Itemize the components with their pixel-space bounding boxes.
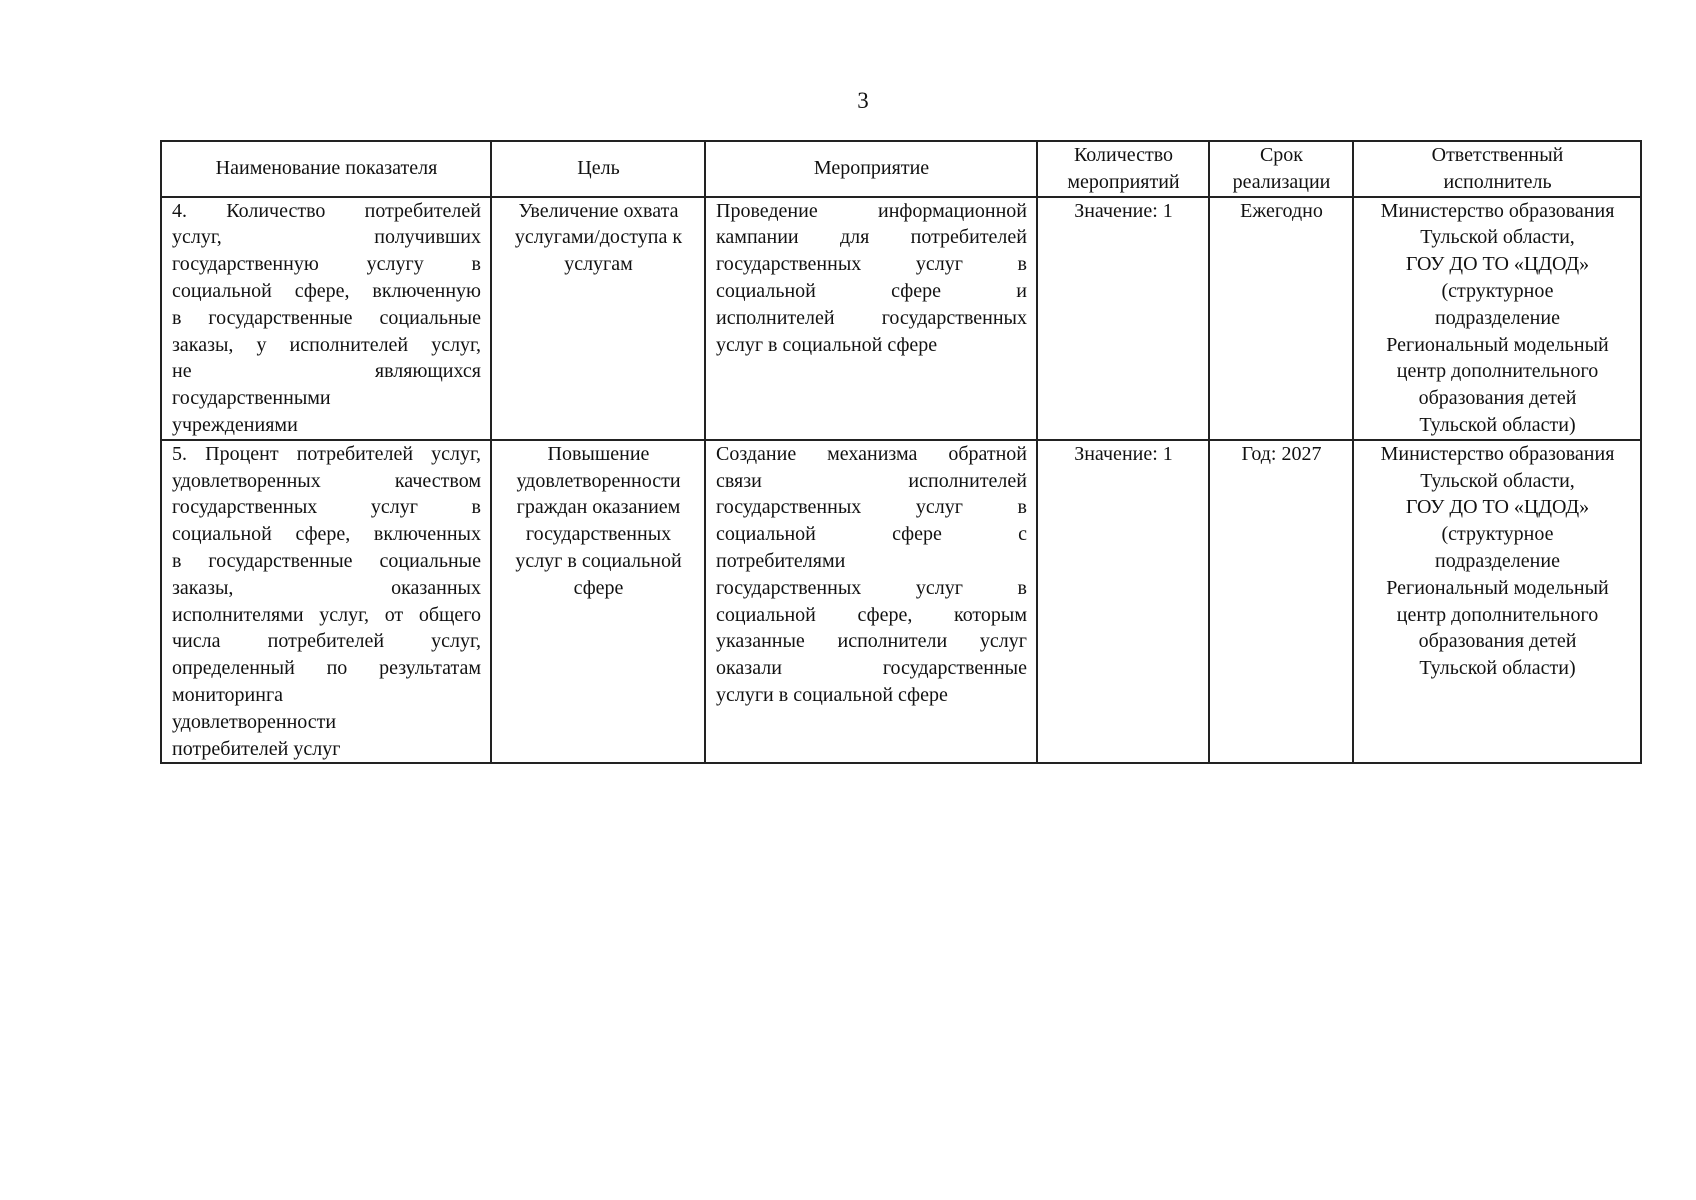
text-line: определенный по результатам xyxy=(172,657,481,680)
text-line: услуг в социальной сфере xyxy=(716,333,938,356)
text-line: в государственные социальные xyxy=(172,549,481,572)
text-line: Создание механизма обратной xyxy=(716,442,1027,465)
activity-cell xyxy=(705,440,1037,764)
text-line: числа потребителей услуг, xyxy=(172,630,481,653)
text-line: центр дополнительного xyxy=(1396,603,1599,626)
header-indicator: Наименование показателя xyxy=(161,141,491,197)
text-line: исполнителями услуг, от общего xyxy=(172,603,481,626)
text-line: удовлетворенности xyxy=(516,469,681,492)
header-term-line: Срок xyxy=(1259,144,1304,166)
text-line: подразделение xyxy=(1435,306,1560,329)
header-goal: Цель xyxy=(491,141,705,197)
text-line: Тульской области, xyxy=(1420,469,1575,492)
text-line: государственных услуг в xyxy=(716,253,1027,276)
responsible-cell xyxy=(1353,197,1641,440)
text-line: удовлетворенных качеством xyxy=(172,469,481,492)
header-term-line: реализации xyxy=(1232,170,1331,193)
text-line: мониторинга xyxy=(172,683,284,706)
text-line: Тульской области) xyxy=(1419,657,1576,680)
text-line: социальной сфере, включенную xyxy=(172,279,481,302)
text-line: центр дополнительного xyxy=(1396,360,1599,383)
text-line: Увеличение охвата xyxy=(518,199,679,222)
text-line: в государственные социальные xyxy=(172,306,481,329)
term-cell: Ежегодно xyxy=(1209,197,1353,440)
text-line: (структурное xyxy=(1441,523,1554,546)
table-row xyxy=(161,197,1641,440)
text-line: социальной сфере, которым xyxy=(716,603,1027,626)
text-line: государственных услуг в xyxy=(172,496,481,519)
text-line: государственную услугу в xyxy=(172,253,481,276)
text-line: 5. Процент потребителей услуг, xyxy=(172,442,481,465)
text-line: подразделение xyxy=(1435,549,1560,572)
text-line: Повышение xyxy=(547,442,650,465)
text-line: заказы, оказанных xyxy=(172,576,481,599)
text-line: государственных xyxy=(525,523,672,546)
text-line: государственных услуг в xyxy=(716,576,1027,599)
text-line: социальной сфере, включенных xyxy=(172,523,481,546)
text-line: образования детей xyxy=(1418,387,1577,410)
responsible-cell xyxy=(1353,440,1641,764)
text-line: Министерство образования xyxy=(1380,199,1615,222)
text-line: потребителей услуг xyxy=(172,737,341,760)
text-line: ГОУ ДО ТО «ЦДОД» xyxy=(1405,253,1590,276)
text-line: связи исполнителей xyxy=(716,469,1027,492)
text-line: Тульской области) xyxy=(1419,413,1576,436)
page-number: 3 xyxy=(857,88,869,113)
text-line: образования детей xyxy=(1418,630,1577,653)
activity-cell xyxy=(705,197,1037,440)
indicators-table xyxy=(160,140,1642,764)
text-line: Министерство образования xyxy=(1380,442,1615,465)
text-line: социальной сфере и xyxy=(716,279,1027,302)
text-line: Региональный модельный xyxy=(1386,333,1609,356)
text-line: услугам xyxy=(564,253,633,276)
text-line: удовлетворенности xyxy=(172,710,337,733)
text-line: кампании для потребителей xyxy=(716,226,1027,249)
text-line: граждан оказанием xyxy=(516,496,681,519)
term-cell: Год: 2027 xyxy=(1209,440,1353,764)
text-line: потребителями xyxy=(716,549,846,572)
goal-cell xyxy=(491,197,705,440)
text-line: оказали государственные xyxy=(716,657,1027,680)
text-line: сфере xyxy=(573,576,624,599)
text-line: услугами/доступа к xyxy=(514,226,683,249)
text-line: социальной сфере с xyxy=(716,523,1027,546)
text-line: услуг, получивших xyxy=(172,226,481,249)
header-responsible xyxy=(1353,141,1641,197)
text-line: государственных услуг в xyxy=(716,496,1027,519)
text-line: Региональный модельный xyxy=(1386,576,1609,599)
count-cell: Значение: 1 xyxy=(1037,197,1209,440)
header-responsible-line: Ответственный xyxy=(1431,144,1564,166)
indicator-cell xyxy=(161,197,491,440)
indicator-cell xyxy=(161,440,491,764)
header-count xyxy=(1037,141,1209,197)
table-row xyxy=(161,440,1641,764)
text-line: исполнителей государственных xyxy=(716,306,1027,329)
text-line: указанные исполнители услуг xyxy=(716,630,1027,653)
text-line: Проведение информационной xyxy=(716,199,1027,222)
count-cell: Значение: 1 xyxy=(1037,440,1209,764)
text-line: 4. Количество потребителей xyxy=(172,199,481,222)
text-line: (структурное xyxy=(1441,279,1554,302)
header-count-line: Количество xyxy=(1073,144,1174,166)
text-line: услуг в социальной xyxy=(515,549,682,572)
text-line: услуги в социальной сфере xyxy=(716,683,948,706)
goal-cell xyxy=(491,440,705,764)
text-line: заказы, у исполнителей услуг, xyxy=(172,333,481,356)
text-line: учреждениями xyxy=(172,413,298,436)
header-term xyxy=(1209,141,1353,197)
header-activity: Мероприятие xyxy=(705,141,1037,197)
table-header-row xyxy=(161,141,1641,197)
text-line: Тульской области, xyxy=(1420,226,1575,249)
text-line: ГОУ ДО ТО «ЦДОД» xyxy=(1405,496,1590,519)
header-count-line: мероприятий xyxy=(1067,170,1180,193)
header-responsible-line: исполнитель xyxy=(1443,170,1552,193)
text-line: не являющихся xyxy=(172,360,481,383)
text-line: государственными xyxy=(172,387,331,410)
